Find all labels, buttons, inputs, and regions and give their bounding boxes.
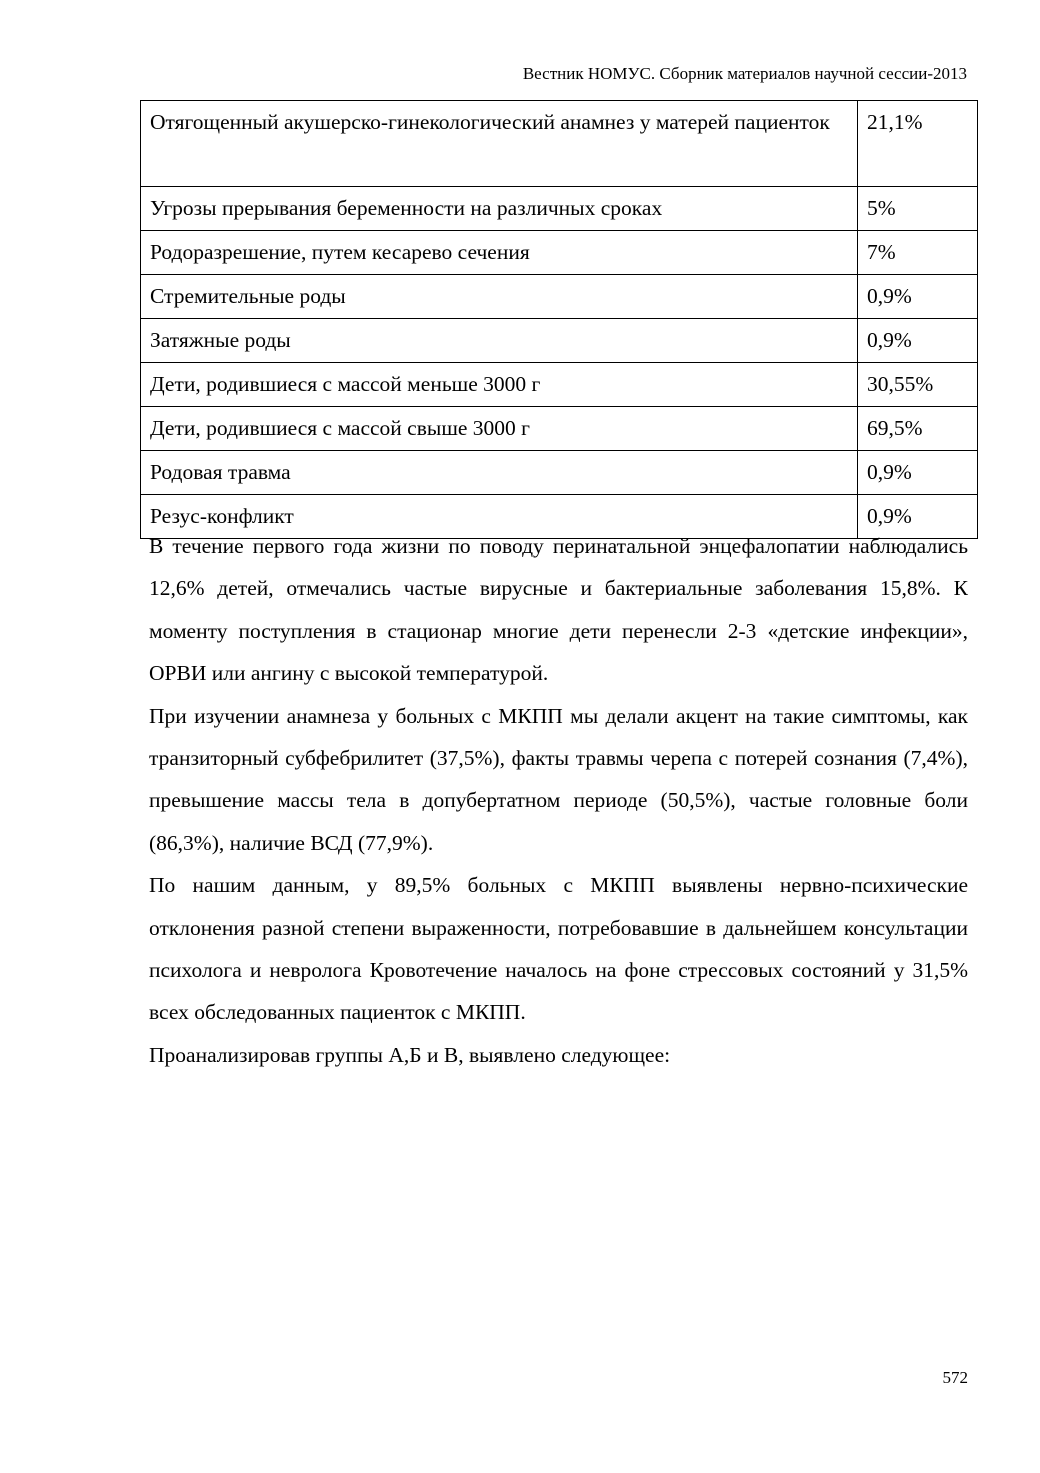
statistics-table	[140, 100, 978, 539]
table-cell-label: Родовая травма	[141, 451, 858, 495]
paragraph: По нашим данным, у 89,5% больных с МКПП выявлены нервно-психические отклонения разной степени выраженности, потребовавшие в дальнейшем консультации психолога и невролога Кровотечение началось на фоне стрессовых состояний у 31,5% всех обследованных пациенток с МКПП.	[149, 873, 968, 1025]
paragraph: Проанализировав группы А,Б и В, выявлено следующее:	[149, 1042, 671, 1067]
table-row	[141, 187, 978, 231]
table-cell-label: Затяжные роды	[141, 319, 858, 363]
table-cell-value: 21,1%	[858, 101, 978, 187]
table-cell-value: 0,9%	[858, 451, 978, 495]
table-cell-value: 7%	[858, 231, 978, 275]
table-cell-value: 69,5%	[858, 407, 978, 451]
table-cell-value: 0,9%	[858, 319, 978, 363]
table-cell-label: Дети, родившиеся с массой свыше 3000 г	[141, 407, 858, 451]
table-cell-label: Угрозы прерывания беременности на различных сроках	[141, 187, 858, 231]
table-cell-value: 0,9%	[858, 495, 978, 539]
running-header: Вестник НОМУС. Сборник материалов научной сессии-2013	[522, 64, 967, 83]
table-cell-value: 0,9%	[858, 275, 978, 319]
table-cell-label: Дети, родившиеся с массой меньше 3000 г	[141, 363, 858, 407]
table-cell-label: Стремительные роды	[141, 275, 858, 319]
page-number: 572	[942, 1368, 968, 1387]
table-cell-value: 30,55%	[858, 363, 978, 407]
table-row	[141, 451, 978, 495]
body-text	[149, 525, 968, 1076]
paragraph: При изучении анамнеза у больных с МКПП мы делали акцент на такие симптомы, как транзиторный субфебрилитет (37,5%), факты травмы черепа с потерей сознания (7,4%), превышение массы тела в допубертатном периоде (50,5%), частые головные боли (86,3%), наличие ВСД (77,9%).	[149, 703, 968, 855]
table-row	[141, 319, 978, 363]
table-row	[141, 407, 978, 451]
table-cell-label: Отягощенный акушерско-гинекологический анамнез у матерей пациенток	[141, 101, 858, 187]
paragraph: В течение первого года жизни по поводу перинатальной энцефалопатии наблюдались 12,6% детей, отмечались частые вирусные и бактериальные заболевания 15,8%. К моменту поступления в стационар многие дети перенесли 2-3 «детские инфекции», ОРВИ или ангину с высокой температурой.	[149, 534, 968, 686]
table-row	[141, 363, 978, 407]
table-row	[141, 275, 978, 319]
table-row	[141, 101, 978, 187]
table-cell-label: Родоразрешение, путем кесарево сечения	[141, 231, 858, 275]
table-row	[141, 231, 978, 275]
table-cell-value: 5%	[858, 187, 978, 231]
table-cell-label: Резус-конфликт	[141, 495, 858, 539]
